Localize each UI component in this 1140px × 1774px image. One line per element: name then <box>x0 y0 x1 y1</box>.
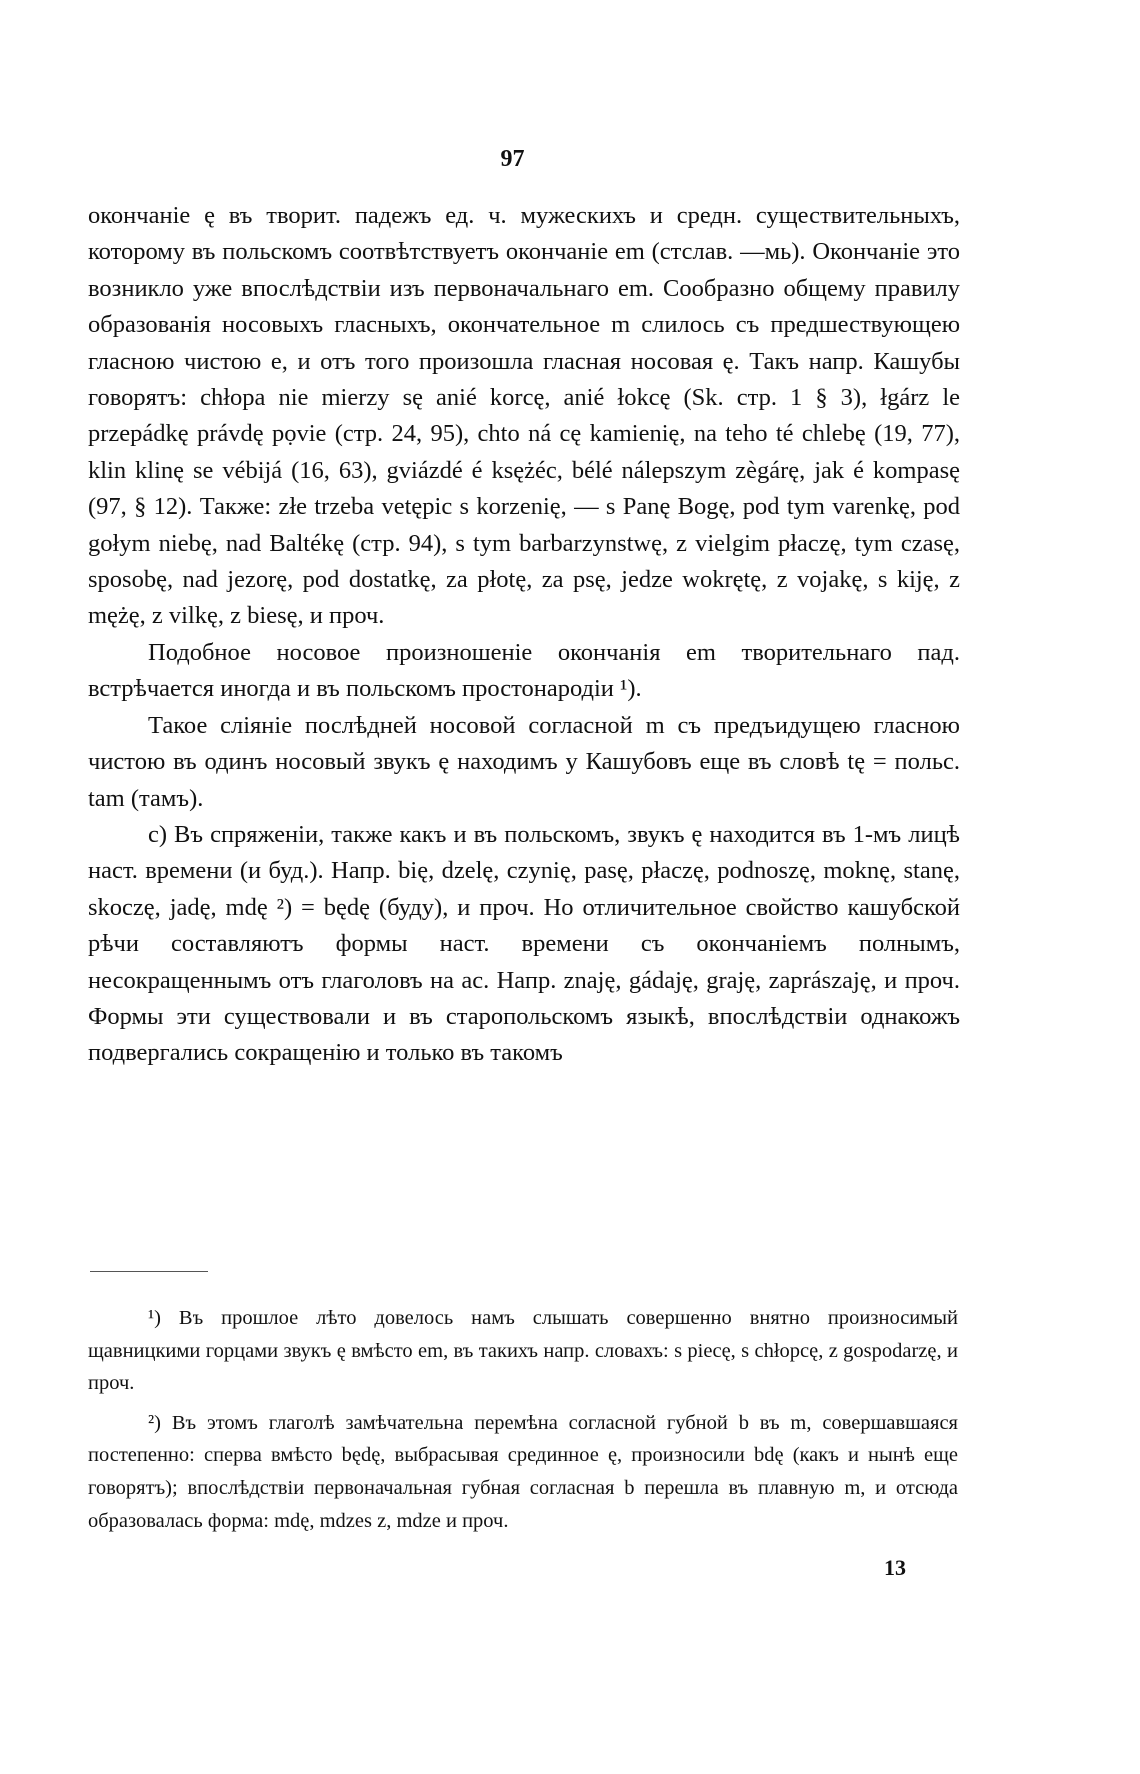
paragraph-3: Такое сліяніе послѣдней носовой согласной m съ предъидущею гласною чистою въ одинъ носовый звукъ ę находимъ у Кашубовъ еще въ словѣ tę = польс. tam (тамъ). <box>88 711 960 812</box>
footnote-2: ²) Въ этомъ глаголѣ замѣчательна перемѣна согласной губной b въ m, совершавшаяся постепенно: сперва вмѣсто będę, выбрасывая срединное ę, произносили bdę (какъ и нынѣ еще говорятъ); впослѣдствіи первоначальная губная согласная b перешла въ плавную m, и отсюда образовалась форма: mdę, mdzes z, mdze и проч. <box>88 1411 958 1532</box>
paragraph-2: Подобное носовое произношеніе окончанія em творительнаго пад. встрѣчается иногда и въ польскомъ простонародіи ¹). <box>88 638 960 703</box>
footnote-1: ¹) Въ прошлое лѣто довелось намъ слышать совершенно внятно произносимый щавницкими горцами звукъ ę вмѣсто em, въ такихъ напр. словахъ: s piecę, s chłopcę, z gospodarzę, и проч. <box>88 1307 958 1395</box>
footnotes <box>88 1302 958 1544</box>
paragraph-1: окончаніе ę въ творит. падежъ ед. ч. мужескихъ и средн. существительныхъ, которому въ польскомъ соотвѣтствуетъ окончаніе em (стслав. —мь). Окончаніе это возникло уже впослѣдствіи изъ первоначальнаго em. Сообразно общему правилу образованія носовыхъ гласныхъ, окончательное m слилось съ предшествующею гласною чистою e, и отъ того произошла гласная носовая ę. Такъ напр. Кашубы говорятъ: chłopa nie mierzy sę anié korcę, anié łokcę (Sk. стр. 1 § 3), łgárz le przepádkę právdę pọvie (стр. 24, 95), chto ná cę kamienię, na teho té chlebę (19, 77), klin klinę se vébijá (16, 63), gviázdé é ksężéc, bélé nálepszym zègárę, jak é kompasę (97, § 12). Также: złe trzeba vetępic s korzenię, — s Panę Bogę, pod tym varenkę, pod gołym niebę, nad Baltékę (стр. 94), s tym barbarzynstwę, z vielgim płaczę, tym czasę, sposobę, nad jezorę, pod dostatkę, za płotę, za psę, jedze wokrętę, z vojakę, s kiję, z mężę, z vilkę, z biesę, и проч. <box>88 202 960 630</box>
paragraph-4: c) Въ спряженіи, также какъ и въ польскомъ, звукъ ę находится въ 1-мъ лицѣ наст. времени (и буд.). Напр. bię, dzelę, czynię, pasę, płaczę, podnoszę, moknę, stanę, skoczę, jadę, mdę ²) = będę (буду), и проч. Но отличительное свойство кашубской рѣчи составляютъ формы наст. времени съ окончаніемъ полнымъ, несокращеннымъ отъ глаголовъ на ac. Напр. znaję, gádaję, graję, zaprászaję, и проч. Формы эти существовали и въ старопольскомъ языкѣ, впослѣдствіи однакожъ подвергались сокращенію и только въ такомъ <box>88 820 960 1067</box>
body-text <box>88 198 960 1072</box>
page-number: 97 <box>500 146 525 172</box>
printer-signature-mark: 13 <box>884 1555 906 1580</box>
footnote-divider <box>90 1271 208 1272</box>
